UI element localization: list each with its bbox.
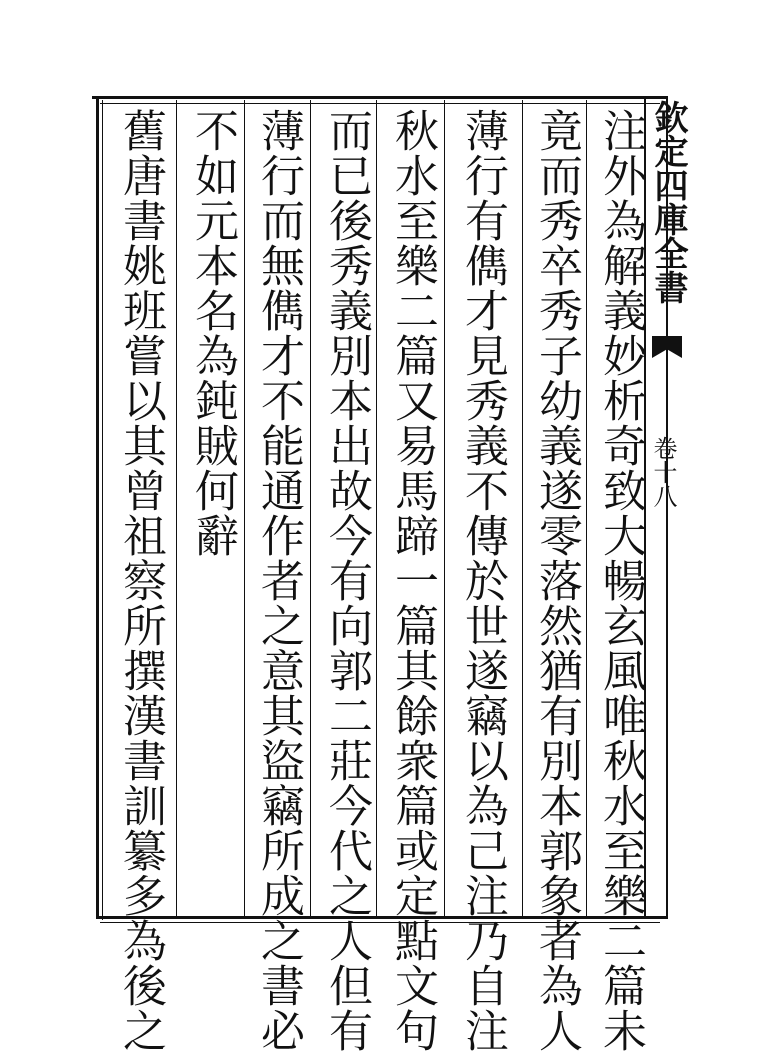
left-border	[96, 96, 99, 919]
column-divider	[376, 100, 377, 918]
top-border-inner	[100, 103, 660, 104]
column-divider	[176, 100, 177, 918]
text-column-4: 秋水至樂二篇又易馬蹄一篇其餘衆篇或定點文句	[387, 108, 438, 1053]
text-column-7: 不如元本名為鈍賊何辭	[187, 108, 238, 558]
column-divider	[444, 100, 445, 918]
left-border-inner	[102, 100, 103, 920]
text-column-5: 而已後秀義別本出故今有向郭二莊今代之人但有	[321, 108, 372, 1053]
column-divider	[522, 100, 523, 918]
series-title: 欽定四庫全書	[648, 100, 688, 304]
juan-label: 卷十八	[649, 436, 677, 508]
column-divider	[310, 100, 311, 918]
text-column-6: 薄行而無儁才不能通作者之意其盜竊所成之書必	[253, 108, 304, 1053]
column-divider	[586, 100, 587, 918]
text-column-2: 竟而秀卒秀子幼義遂零落然猶有別本郭象者為人	[531, 108, 582, 1053]
text-column-3: 薄行有儁才見秀義不傳於世遂竊以為己注乃自注	[457, 108, 508, 1053]
top-border	[92, 96, 668, 99]
text-column-8: 舊唐書姚班嘗以其曾祖察所撰漢書訓纂多為後之	[115, 108, 166, 1053]
column-divider	[244, 100, 245, 918]
text-column-1: 注外為解義妙析奇致大暢玄風唯秋水至樂二篇未	[595, 108, 646, 1053]
